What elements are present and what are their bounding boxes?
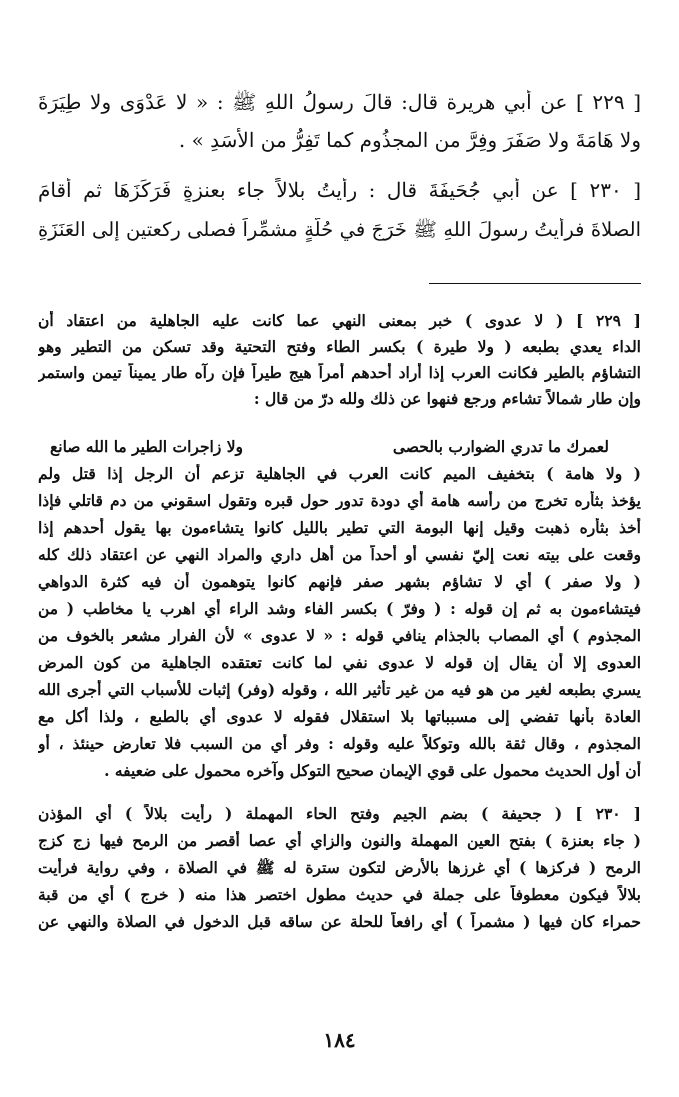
commentary-line: فيتشاءمون به ثم إن قوله : ( وفرّ ) بكسر الفاء وشد الراء أي اهرب يا مخاطب ( من — [38, 599, 641, 618]
commentary-line: المجذوم ، وقال ثقة بالله وتوكلاً عليه وقوله : وفر أي من السبب فلا تعارض حينئذ ، أو — [38, 734, 641, 753]
commentary-line: المجذوم ) أي المصاب بالجذام ينافي قوله : « لا عدوى » لأن الفرار مشعر بالخوف من — [38, 626, 641, 645]
commentary-line: حمراء كان فيها ( مشمراً ) أي رافعاً للحلة عن ساقه قبل الدخول في الصلاة والنهي عن — [38, 912, 641, 931]
hadith-230-line-1: [ ٢٣٠ ] عن أبي جُحَيفَةَ قال : رأيتُ بلالاً جاء بعنزةٍ فَرَكَزَهَا ثم أقامَ — [38, 178, 641, 202]
poem-hemistich-2: ولا زاجرات الطير ما الله صانع — [50, 437, 244, 456]
poem-verse — [50, 437, 609, 456]
commentary-line: أخذ بثأره ذهبت وقيل إنها البومة التي تطير بالليل كانوا يتشاءمون بها يقول أحدهم إذا — [38, 518, 641, 537]
commentary-line: الرمح ( فركزها ) أي غرزها بالأرض لتكون سترة له ﷺ في الصلاة ، وفي رواية فرأيت — [38, 858, 641, 877]
commentary-line: ( ولا صفر ) أي لا تشاؤم بشهر صفر فإنهم كانوا يتوهمون أن فيه كثرة الدواهي — [38, 572, 641, 591]
commentary-line: العدوى إلا أن يقال إن قوله لا عدوى نفي لما كانت تعتقده الجاهلية من كون المرض — [38, 653, 641, 672]
poem-hemistich-1: لعمرك ما تدري الضوارب بالحصى — [392, 437, 609, 456]
commentary-line: وقعت على بيته نعت إليّ نفسي أو أحداً من أهل داري والمراد النهي عن اعتقاد ذلك كله — [38, 545, 641, 564]
commentary-line: أن أول الحديث محمول على قوي الإيمان صحيح التوكل وآخره محمول على ضعيفه . — [104, 761, 641, 780]
commentary-line: التشاؤم بالطير فكانت العرب إذا أراد أحدهم أمراً هيج طيراً فإن رآه طار يميناً تيمن واستمر — [38, 363, 641, 382]
commentary-line: [ ٢٣٠ ] ( جحيفة ) بضم الجيم وفتح الحاء المهملة ( رأيت بلالاً ) أي المؤذن — [38, 804, 641, 823]
commentary-line: ( جاء بعنزة ) بفتح العين المهملة والنون والزاي أي عصا أقصر من الرمح فيها زج كزج — [38, 831, 641, 850]
commentary-line: يسري بطبعه لغير من هو فيه من غير تأثير الله ، وقوله (وفر) إثبات للأسباب التي أجرى الله — [38, 680, 641, 699]
hadith-229-line-1: [ ٢٢٩ ] عن أبي هريرة قال: قالَ رسولُ اللهِ ﷺ : « لا عَدْوَى ولا طِيَرَةَ — [38, 90, 641, 114]
commentary-line: وإن طار شمالاً تشاءم ورجع فنهوا عن ذلك ولله درّ من قال : — [253, 389, 641, 408]
page-number: ١٨٤ — [323, 1028, 356, 1052]
commentary-line: الداء يعدي بطبعه ( ولا طيرة ) بكسر الطاء وفتح التحتية وقد تسكن من التطير وهو — [38, 337, 641, 356]
commentary-line: بلالاً فيكون معطوفاً على جملة في حديث مطول اختصر هذا منه ( خرج ) أي من قبة — [38, 885, 641, 904]
commentary-line: ( ولا هامة ) بتخفيف الميم كانت العرب في الجاهلية تزعم أن الرجل إذا قتل ولم — [38, 464, 641, 483]
commentary-line: يؤخذ بثأره تخرج من رأسه هامة أي دودة تدور حول قبره وتقول اسقوني من دم قاتلي فإذا — [38, 491, 641, 510]
hadith-229-line-2: ولا هَامَةَ ولا صَفَرَ وفِرَّ من المجذُومِ كما تَفِرُّ من الأَسَدِ » . — [178, 128, 641, 152]
commentary-line: العادة بأنها تفضي إلى مسبباتها بلا استقلال فقوله لا عدوى أي بالطبع ، ولذا أكل مع — [38, 707, 641, 726]
commentary-line: [ ٢٢٩ ] ( لا عدوى ) خبر بمعنى النهي عما كانت عليه الجاهلية من اعتقاد أن — [38, 311, 641, 330]
footnote-separator — [429, 283, 641, 284]
hadith-230-line-2: الصلاةَ فرأيتُ رسولَ اللهِ ﷺ خَرَجَ في حُلَّةٍ مشمِّراً فصلى ركعتين إلى العَنَزَةِ — [38, 218, 641, 241]
